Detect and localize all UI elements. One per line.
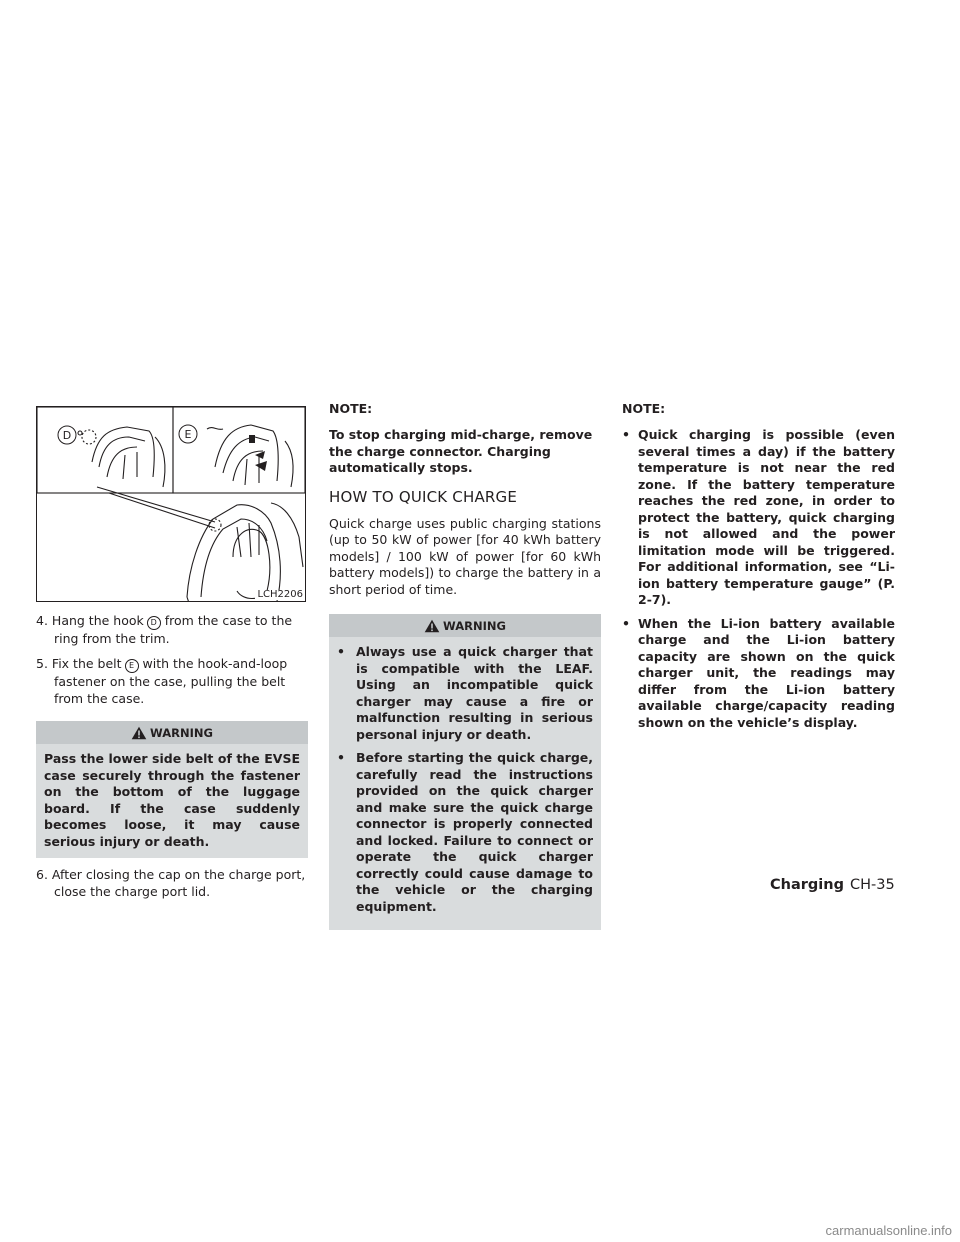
list-item: • Quick charging is possible (even several times a day) if the battery temperature is not near the red zone. If the battery temperature reaches the red zone, in order to protect the battery, quick charging is not allowed and the power limitation mode will be triggered. For additional information, see “Li-ion battery temperature gauge” (P. 2-7). bbox=[622, 427, 895, 607]
step-5 bbox=[36, 655, 308, 707]
note-list bbox=[622, 427, 895, 731]
note-item-text: Quick charging is possible (even several times a day) if the battery temperature is not near the red zone. If the battery temperature reaches the red zone, in order to protect the battery, quick charging is not allowed and the power limitation mode will be triggered. For additional information, see “Li-ion battery temperature gauge” (P. 2-7). bbox=[638, 427, 895, 607]
column-2 bbox=[329, 401, 601, 938]
warning-title: WARNING bbox=[150, 725, 213, 740]
warning-item-text: Always use a quick charger that is compatible with the LEAF. Using an incompatible quick charger may cause a fire or malfunction resulting in serious personal injury or death. bbox=[356, 644, 593, 742]
warning-header bbox=[329, 614, 601, 637]
column-1 bbox=[36, 612, 308, 908]
warning-list bbox=[329, 644, 601, 915]
step-4-text-after: from the case to the ring from the trim. bbox=[54, 613, 293, 646]
column-3 bbox=[622, 401, 895, 738]
marker-e: E bbox=[125, 659, 139, 673]
step-5-text-before: Fix the belt bbox=[51, 656, 122, 671]
note-title: NOTE: bbox=[622, 401, 666, 416]
step-5-text-after: with the hook-and-loop fastener on the case, pulling the belt from the case. bbox=[54, 656, 288, 706]
note-title: NOTE: bbox=[329, 401, 373, 416]
warning-text: Pass the lower side belt of the EVSE case securely through the fastener on the bottom of the luggage board. If the case suddenly becomes loose, it may cause serious injury or death. bbox=[44, 751, 300, 849]
chapter-name: Charging bbox=[770, 877, 844, 893]
list-item: • Always use a quick charger that is compatible with the LEAF. Using an incompatible quick charger may cause a fire or malfunction resulting in serious personal injury or death. bbox=[337, 644, 593, 742]
warning-box-evse bbox=[36, 721, 308, 858]
step-5-number: 5. bbox=[36, 656, 48, 671]
list-item: • Before starting the quick charge, carefully read the instructions provided on the quick charger and make sure the quick charge connector is properly connected and locked. Failure to connect or operate the quick charger correctly could cause damage to the vehicle or the charging equipment. bbox=[337, 750, 593, 914]
section-title: HOW TO QUICK CHARGE bbox=[329, 487, 518, 506]
callout-d: D bbox=[62, 429, 72, 442]
step-4-number: 4. bbox=[36, 613, 48, 628]
note-item-text: When the Li-ion battery available charge and the Li-ion battery capacity are shown on the quick charger unit, the readings may differ from the Li-ion battery available charge/capacity reading shown on the vehicle’s display. bbox=[638, 615, 895, 730]
watermark: carmanualsonline.info bbox=[825, 1223, 952, 1238]
callout-e: E bbox=[184, 428, 192, 441]
step-4-text-before: Hang the hook bbox=[51, 613, 144, 628]
illustration-evse-case bbox=[36, 406, 306, 602]
quick-charge-paragraph: Quick charge uses public charging stations (up to 50 kW of power [for 40 kWh battery models] / 100 kW of power [for 60 kWh battery models]) to charge the battery in a short period of time. bbox=[329, 515, 601, 597]
step-6-text: After closing the cap on the charge port, close the charge port lid. bbox=[51, 867, 306, 899]
warning-triangle-icon bbox=[131, 726, 147, 740]
step-4 bbox=[36, 612, 308, 647]
page-footer bbox=[770, 876, 895, 894]
list-item: • When the Li-ion battery available charge and the Li-ion battery capacity are shown on the quick charger unit, the readings may differ from the Li-ion battery available charge/capacity reading shown on the vehicle’s display. bbox=[622, 615, 895, 730]
note-text: To stop charging mid-charge, remove the charge connector. Charging automatically stops. bbox=[329, 427, 593, 475]
warning-triangle-icon bbox=[424, 619, 440, 633]
warning-item-text: Before starting the quick charge, carefully read the instructions provided on the quick charger and make sure the quick charge connector is properly connected and locked. Failure to connect or operate the quick charger correctly could cause damage to the vehicle or the charging equipment. bbox=[356, 750, 593, 914]
figure-label: LCH2206 bbox=[257, 589, 303, 600]
warning-title: WARNING bbox=[443, 618, 506, 633]
evse-case-drawing bbox=[37, 407, 306, 602]
marker-d: D bbox=[147, 616, 161, 630]
warning-header bbox=[36, 721, 308, 744]
step-6-number: 6. bbox=[36, 867, 48, 882]
page-number: CH-35 bbox=[849, 877, 895, 893]
warning-box-quick-charge bbox=[329, 614, 601, 930]
step-6 bbox=[36, 866, 308, 900]
